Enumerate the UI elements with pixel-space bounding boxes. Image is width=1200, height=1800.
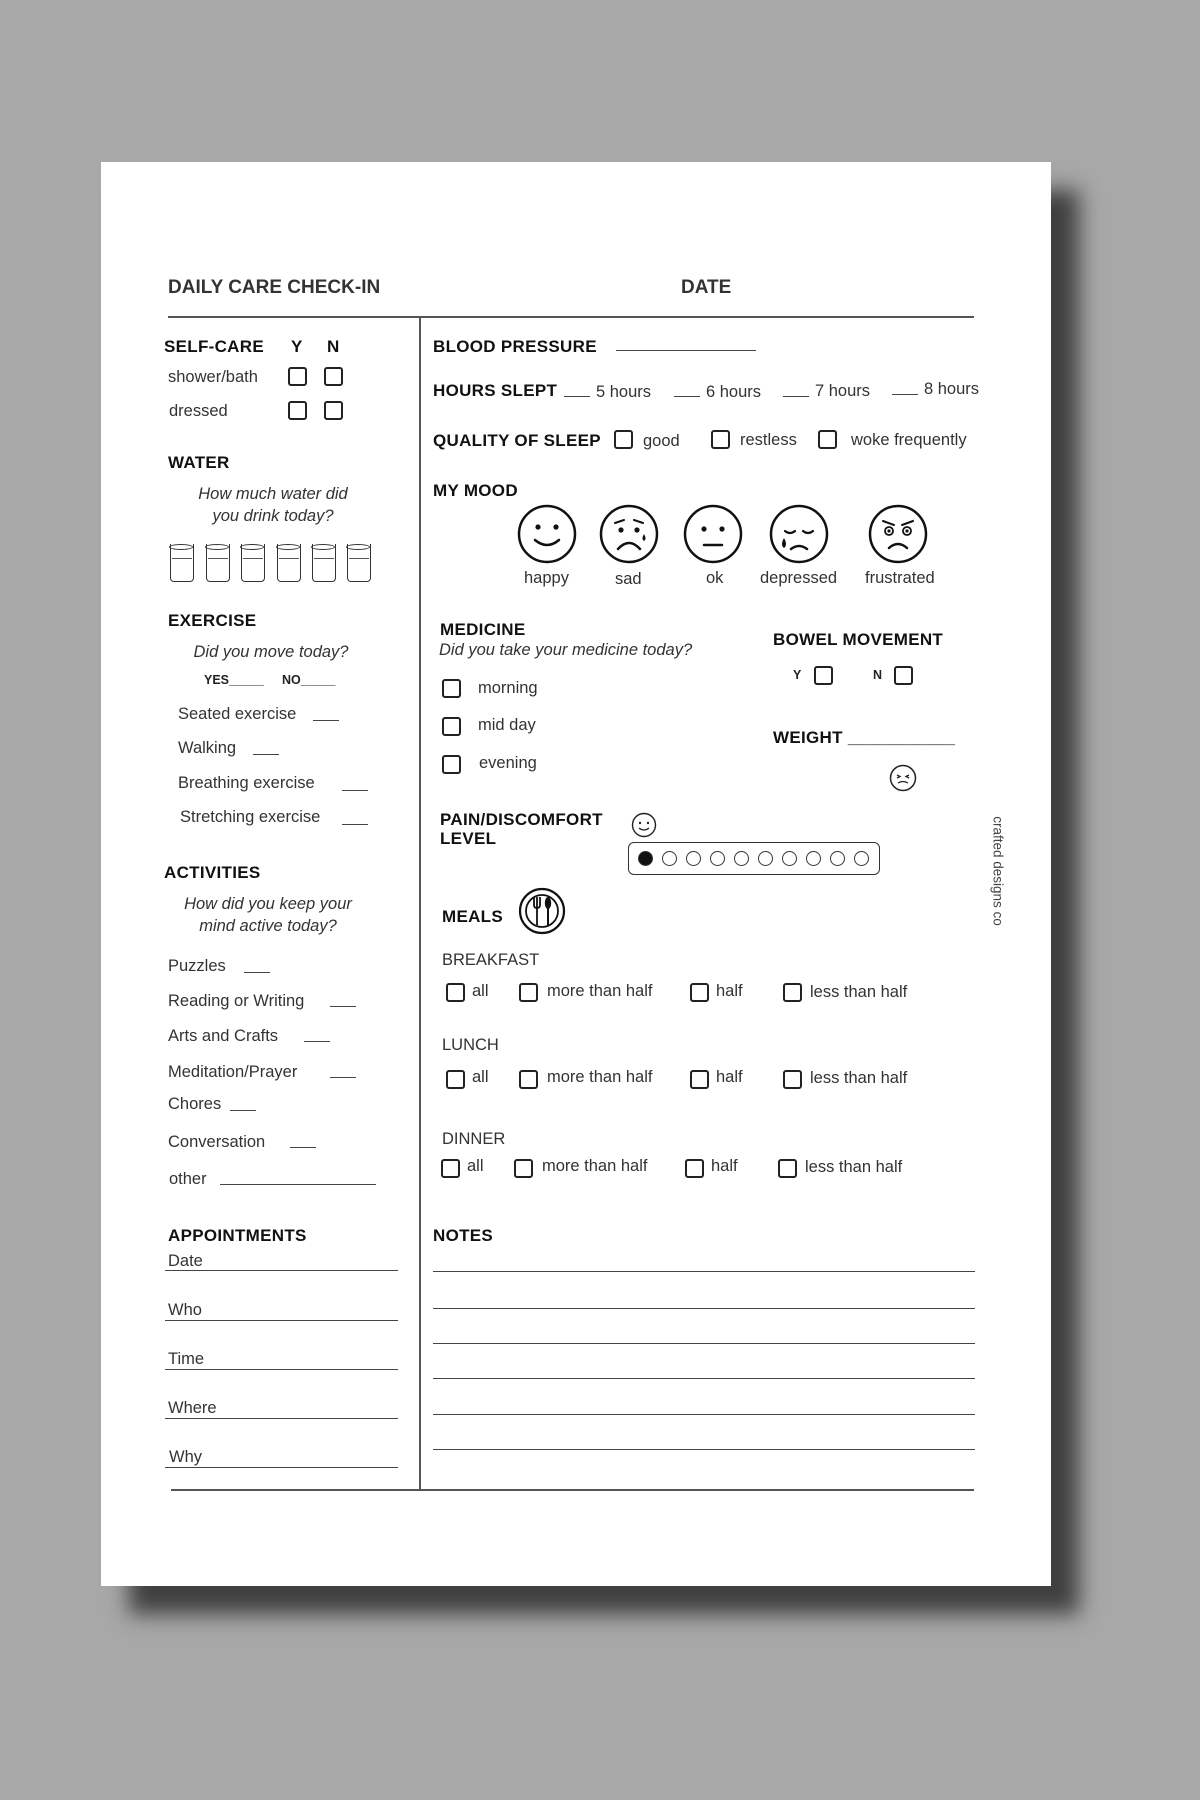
- meal-option: all: [472, 1068, 489, 1086]
- medicine-option: mid day: [478, 716, 536, 734]
- water-glass-icon[interactable]: [347, 544, 371, 582]
- exercise-no-field[interactable]: NO_____: [282, 673, 336, 687]
- bowel-title: BOWEL MOVEMENT: [773, 630, 944, 649]
- smile-face-icon: [631, 812, 657, 838]
- notes-title: NOTES: [433, 1226, 494, 1245]
- lunch-half-checkbox[interactable]: [690, 1070, 709, 1089]
- activities-question: How did you keep your mind active today?: [184, 895, 352, 935]
- exercise-blank[interactable]: [342, 824, 368, 825]
- lunch-all-checkbox[interactable]: [446, 1070, 465, 1089]
- meal-option: less than half: [810, 983, 908, 1001]
- shower-yes-checkbox[interactable]: [288, 367, 307, 386]
- appointment-field-label: Where: [168, 1399, 217, 1417]
- appointment-field-line[interactable]: [165, 1320, 398, 1321]
- breakfast-more-checkbox[interactable]: [519, 983, 538, 1002]
- meal-option: half: [716, 982, 743, 1000]
- water-glass-icon[interactable]: [277, 544, 301, 582]
- activity-item: Arts and Crafts: [168, 1027, 279, 1045]
- appointments-title: APPOINTMENTS: [168, 1226, 307, 1245]
- meal-section-lunch: LUNCH: [442, 1036, 499, 1054]
- mood-option-label: sad: [615, 570, 642, 588]
- bowel-no-label: N: [873, 668, 883, 682]
- meal-option: less than half: [810, 1069, 908, 1087]
- appointment-field-label: Time: [168, 1350, 205, 1368]
- water-glass-icon[interactable]: [170, 544, 194, 582]
- page-title: DAILY CARE CHECK-IN: [168, 277, 381, 298]
- appointment-field-line[interactable]: [165, 1418, 398, 1419]
- self-care-yes-label: Y: [291, 337, 303, 356]
- appointment-field-label: Why: [169, 1448, 202, 1466]
- grimace-face-icon: [889, 764, 917, 792]
- pain-level-dot[interactable]: [854, 851, 869, 866]
- sleep-option-good: good: [643, 432, 680, 450]
- exercise-item: Seated exercise: [178, 705, 297, 723]
- breakfast-all-checkbox[interactable]: [446, 983, 465, 1002]
- dinner-all-checkbox[interactable]: [441, 1159, 460, 1178]
- frustrated-face-icon[interactable]: [868, 504, 928, 564]
- exercise-item: Walking: [178, 739, 237, 757]
- notes-line[interactable]: [433, 1343, 975, 1344]
- self-care-no-label: N: [327, 337, 340, 356]
- meal-option: all: [472, 982, 489, 1000]
- self-care-item-dressed: dressed: [169, 402, 228, 420]
- meals-title: MEALS: [442, 907, 503, 926]
- hours-slept-label: HOURS SLEPT: [433, 381, 558, 400]
- bowel-yes-label: Y: [793, 668, 802, 682]
- mood-option-label: depressed: [760, 569, 838, 587]
- water-glass-icon[interactable]: [206, 544, 230, 582]
- activity-item: Conversation: [168, 1133, 266, 1151]
- notes-line[interactable]: [433, 1308, 975, 1309]
- header-divider: [168, 316, 974, 318]
- hours-slept-option: 8 hours: [924, 380, 980, 398]
- appointment-field-line[interactable]: [165, 1270, 398, 1271]
- appointment-field-line[interactable]: [165, 1467, 398, 1468]
- meal-option: half: [711, 1157, 738, 1175]
- hours-slept-blank[interactable]: [564, 396, 590, 397]
- meal-section-dinner: DINNER: [442, 1130, 506, 1148]
- blood-pressure-label: BLOOD PRESSURE: [433, 337, 597, 356]
- pain-level-dot[interactable]: [662, 851, 677, 866]
- bowel-yes-checkbox[interactable]: [814, 666, 833, 685]
- medicine-midday-checkbox[interactable]: [442, 717, 461, 736]
- water-glass-icon[interactable]: [241, 544, 265, 582]
- dressed-yes-checkbox[interactable]: [288, 401, 307, 420]
- sleep-option-restless: restless: [740, 431, 797, 449]
- hours-slept-option: 7 hours: [815, 382, 871, 400]
- activity-item: Puzzles: [168, 957, 226, 975]
- hours-slept-blank[interactable]: [783, 396, 809, 397]
- meal-option: more than half: [542, 1157, 648, 1175]
- exercise-blank[interactable]: [342, 790, 368, 791]
- blood-pressure-field[interactable]: [616, 350, 756, 351]
- bowel-no-checkbox[interactable]: [894, 666, 913, 685]
- water-glass-icon[interactable]: [312, 544, 336, 582]
- dressed-no-checkbox[interactable]: [324, 401, 343, 420]
- activity-blank[interactable]: [330, 1077, 356, 1078]
- dinner-half-checkbox[interactable]: [685, 1159, 704, 1178]
- pain-level-dot[interactable]: [686, 851, 701, 866]
- notes-line[interactable]: [433, 1271, 975, 1272]
- appointment-field-label: Who: [168, 1301, 202, 1319]
- pain-level-dot[interactable]: [830, 851, 845, 866]
- shower-no-checkbox[interactable]: [324, 367, 343, 386]
- column-divider: [419, 318, 421, 1490]
- meal-option: more than half: [547, 982, 653, 1000]
- meal-option: more than half: [547, 1068, 653, 1086]
- pain-level-dot[interactable]: [758, 851, 773, 866]
- activity-other-blank[interactable]: [220, 1184, 376, 1185]
- plate-cutlery-icon: [518, 887, 566, 935]
- self-care-title: SELF-CARE: [164, 337, 264, 356]
- water-title: WATER: [168, 453, 230, 472]
- breakfast-less-checkbox[interactable]: [783, 983, 802, 1002]
- happy-face-icon[interactable]: [517, 504, 577, 564]
- activity-blank[interactable]: [304, 1041, 330, 1042]
- medicine-evening-checkbox[interactable]: [442, 755, 461, 774]
- sleep-option-woke: woke frequently: [851, 431, 967, 449]
- medicine-morning-checkbox[interactable]: [442, 679, 461, 698]
- exercise-yes-field[interactable]: YES_____: [204, 673, 264, 687]
- ok-face-icon[interactable]: [683, 504, 743, 564]
- appointment-field-line[interactable]: [165, 1369, 398, 1370]
- breakfast-half-checkbox[interactable]: [690, 983, 709, 1002]
- footer-divider: [171, 1489, 974, 1491]
- weight-label[interactable]: WEIGHT ___________: [773, 728, 956, 747]
- exercise-title: EXERCISE: [168, 611, 257, 630]
- date-label: DATE: [681, 277, 732, 298]
- pain-level-dot[interactable]: [710, 851, 725, 866]
- activity-blank[interactable]: [290, 1147, 316, 1148]
- exercise-question: Did you move today?: [193, 643, 349, 661]
- lunch-less-checkbox[interactable]: [783, 1070, 802, 1089]
- exercise-blank[interactable]: [313, 720, 339, 721]
- meal-option: all: [467, 1157, 484, 1175]
- medicine-option: evening: [479, 754, 537, 772]
- sleep-restless-checkbox[interactable]: [711, 430, 730, 449]
- activity-item: Meditation/Prayer: [168, 1063, 298, 1081]
- dinner-less-checkbox[interactable]: [778, 1159, 797, 1178]
- brand-watermark: crafted designs co: [990, 816, 1006, 926]
- lunch-more-checkbox[interactable]: [519, 1070, 538, 1089]
- water-question: How much water did you drink today?: [198, 485, 348, 525]
- medicine-title: MEDICINE: [440, 620, 526, 639]
- medicine-question: Did you take your medicine today?: [439, 641, 693, 659]
- activity-item: other: [169, 1170, 207, 1188]
- dinner-more-checkbox[interactable]: [514, 1159, 533, 1178]
- exercise-blank[interactable]: [253, 754, 279, 755]
- notes-line[interactable]: [433, 1414, 975, 1415]
- exercise-item: Stretching exercise: [180, 808, 321, 826]
- mood-label: MY MOOD: [433, 481, 518, 500]
- hours-slept-option: 5 hours: [596, 383, 652, 401]
- pain-level-dot[interactable]: [806, 851, 821, 866]
- activities-title: ACTIVITIES: [164, 863, 261, 882]
- pain-level-dot[interactable]: [734, 851, 749, 866]
- hours-slept-option: 6 hours: [706, 383, 762, 401]
- meal-option: half: [716, 1068, 743, 1086]
- pain-label: PAIN/DISCOMFORT LEVEL: [440, 810, 603, 848]
- meal-section-breakfast: BREAKFAST: [442, 951, 540, 969]
- exercise-item: Breathing exercise: [178, 774, 315, 792]
- appointment-field-label: Date: [168, 1252, 203, 1270]
- mood-option-label: frustrated: [865, 569, 935, 587]
- activity-item: Chores: [168, 1095, 222, 1113]
- meal-option: less than half: [805, 1158, 903, 1176]
- activity-blank[interactable]: [230, 1110, 256, 1111]
- activity-blank[interactable]: [244, 972, 270, 973]
- activity-blank[interactable]: [330, 1006, 356, 1007]
- sleep-woke-checkbox[interactable]: [818, 430, 837, 449]
- hours-slept-blank[interactable]: [892, 394, 918, 395]
- sleep-good-checkbox[interactable]: [614, 430, 633, 449]
- hours-slept-blank[interactable]: [674, 396, 700, 397]
- sleep-quality-label: QUALITY OF SLEEP: [433, 431, 601, 450]
- notes-line[interactable]: [433, 1449, 975, 1450]
- pain-level-dot[interactable]: [638, 851, 653, 866]
- depressed-face-icon[interactable]: [769, 504, 829, 564]
- mood-option-label: happy: [524, 569, 569, 587]
- notes-line[interactable]: [433, 1378, 975, 1379]
- activity-item: Reading or Writing: [168, 992, 305, 1010]
- medicine-option: morning: [478, 679, 538, 697]
- mood-option-label: ok: [706, 569, 724, 587]
- sad-face-icon[interactable]: [599, 504, 659, 564]
- pain-level-dot[interactable]: [782, 851, 797, 866]
- self-care-item-shower: shower/bath: [168, 368, 258, 386]
